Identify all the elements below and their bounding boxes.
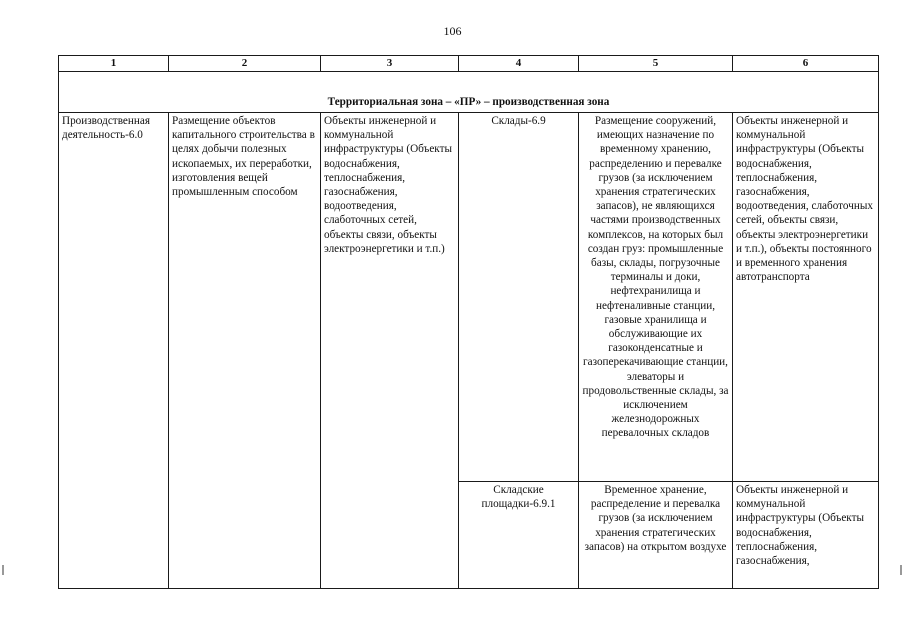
column-header-5: 5 — [579, 56, 733, 72]
table-row — [59, 113, 879, 482]
description-cell: Размещение сооружений, имеющих назначение по временному хранению, распределению и перевалке грузов (за исключением хранения стратегических запасов), не являющихся частями производственных комплексов, на которых был создан груз: промышленные базы, склады, погрузочные терминалы и доки, нефтехранилища и нефтеналивные станции, газовые хранилища и обслуживающие их газоконденсатные и газоперекачивающие станции, элеваторы и продовольственные склады, за исключением железнодорожных перевалочных складов — [579, 113, 733, 482]
auxiliary-cell: Объекты инженерной и коммунальной инфраструктуры (Объекты водоснабжения, теплоснабжения, газоснабжения, — [733, 482, 879, 589]
column-header-2: 2 — [169, 56, 321, 72]
zone-title-row — [59, 72, 879, 113]
column-header-3: 3 — [321, 56, 459, 72]
scan-mark-left — [2, 565, 4, 575]
scan-mark-right — [900, 565, 902, 575]
main-auxiliary-cell: Объекты инженерной и коммунальной инфраструктуры (Объекты водоснабжения, теплоснабжения, газоснабжения, водоотведения, слаботочных сетей, объекты связи, объекты электроэнергетики и т.п.) — [321, 113, 459, 589]
column-header-6: 6 — [733, 56, 879, 72]
column-header-row — [59, 56, 879, 72]
page-number: 106 — [443, 24, 462, 38]
description-cell: Временное хранение, распределение и перевалка грузов (за исключением хранения стратегических запасов) на открытом воздухе — [579, 482, 733, 589]
auxiliary-cell: Объекты инженерной и коммунальной инфраструктуры (Объекты водоснабжения, теплоснабжения, газоснабжения, водоотведения, слаботочных сетей, объекты связи, объекты электроэнергетики и т.п.), объекты постоянного и временного хранения автотранспорта — [733, 113, 879, 482]
column-header-1: 1 — [59, 56, 169, 72]
zoning-table — [58, 55, 879, 589]
column-header-4: 4 — [459, 56, 579, 72]
kind-cell: Складские площадки-6.9.1 — [459, 482, 579, 589]
main-description-cell: Размещение объектов капитального строительства в целях добычи полезных ископаемых, их переработки, изготовления вещей промышленным способом — [169, 113, 321, 589]
kind-cell: Склады-6.9 — [459, 113, 579, 482]
zone-title: Территориальная зона – «ПР» – производственная зона — [59, 72, 879, 113]
main-kind-cell: Производственная деятельность-6.0 — [59, 113, 169, 589]
